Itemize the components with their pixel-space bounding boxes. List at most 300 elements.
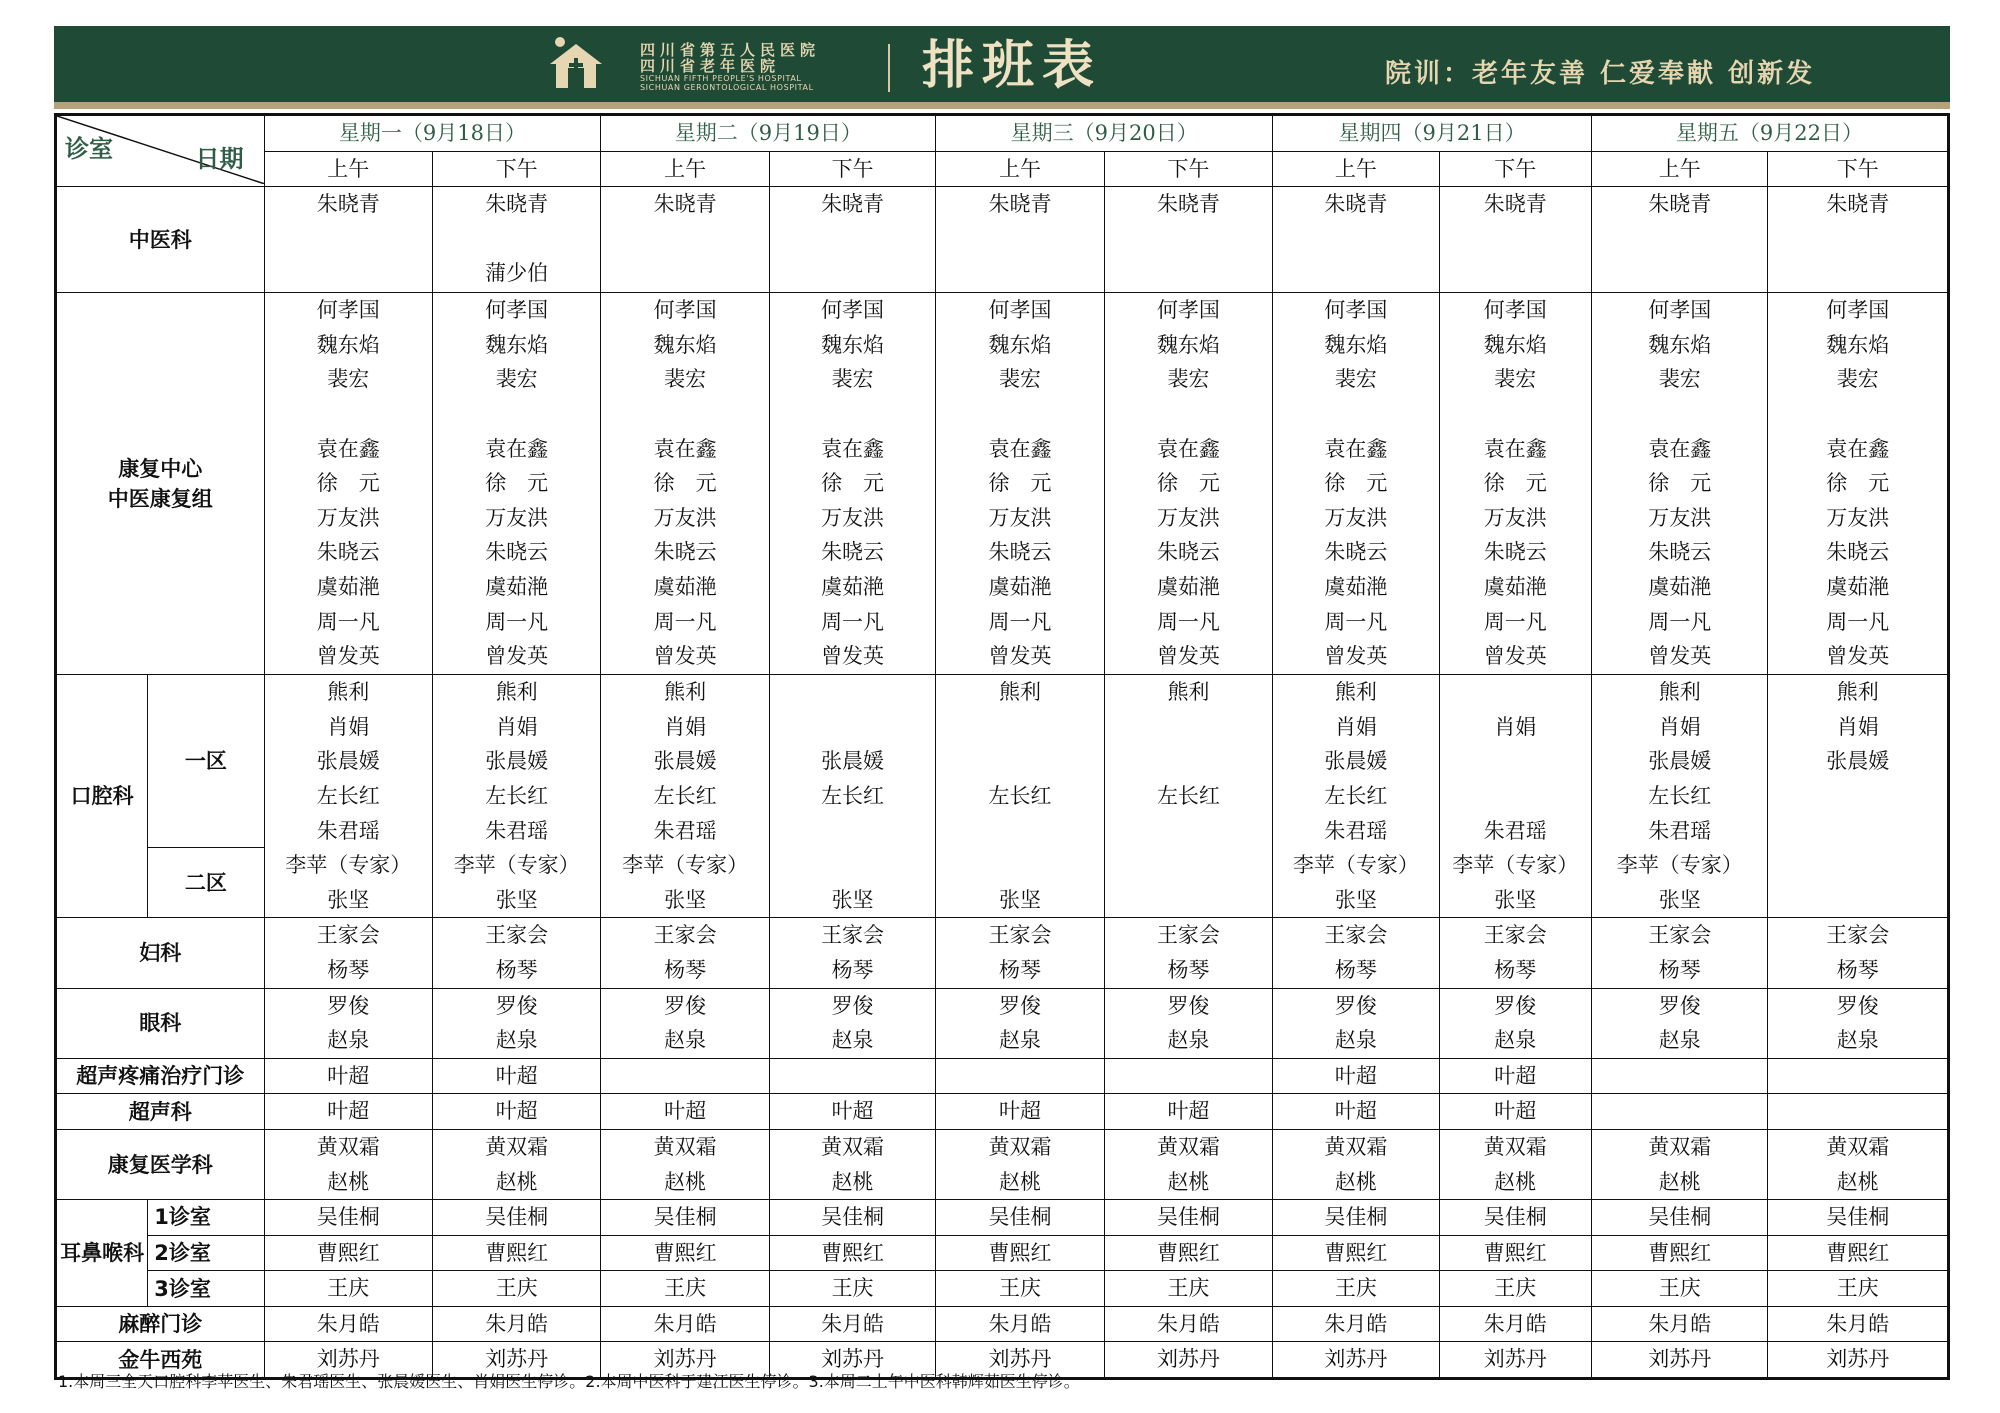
doctor-name [1440,222,1591,257]
ent-row-3 [56,1271,1949,1307]
doctor-name: 杨琴 [1334,957,1377,982]
schedule-cell [601,1200,769,1236]
doctor-name: 张坚 [664,887,707,912]
schedule-cell [936,675,1104,918]
schedule-cell [432,1094,600,1130]
schedule-cell [432,988,600,1058]
schedule-cell [1104,1058,1272,1094]
doctor-name: 朱月皓 [653,1311,717,1336]
doctor-name: 杨琴 [495,957,538,982]
schedule-cell [1591,988,1767,1058]
dept-rehab-tcm-line2: 中医康复组 [107,486,213,511]
doctor-name: 虞茹滟 [316,574,380,599]
doctor-name [1768,397,1947,432]
doctor-name: 叶超 [495,1099,538,1124]
doctor-name: 王家会 [988,923,1052,948]
doctor-name [1768,1094,1947,1129]
doctor-name: 虞茹滟 [988,574,1052,599]
schedule-cell [1273,1271,1439,1307]
doctor-name: 朱晓云 [821,540,885,565]
schedule-cell [936,1271,1104,1307]
doctor-name: 吴佳桐 [653,1205,717,1230]
schedule-cell [1591,1306,1767,1342]
doctor-name: 王庆 [1836,1276,1879,1301]
doctor-name [1440,397,1591,432]
doctor-name: 徐 元 [1483,471,1547,496]
doctor-name: 赵泉 [1334,1028,1377,1053]
doctor-name: 罗俊 [1494,993,1537,1018]
doctor-name: 虞茹滟 [1324,574,1388,599]
doctor-name: 肖娟 [1494,714,1537,739]
doctor-name: 朱晓青 [1324,192,1388,217]
schedule-cell [769,918,935,988]
doctor-name: 曾发英 [1324,644,1388,669]
schedule-cell [1273,918,1439,988]
doctor-name: 叶超 [999,1099,1041,1124]
schedule-cell [1439,1271,1591,1307]
doctor-name: 黄双霜 [988,1134,1052,1159]
doctor-name: 曹熙红 [653,1240,717,1265]
doctor-name [770,256,935,291]
doctor-name [1592,1059,1767,1094]
tcm-row [56,187,1949,293]
schedule-cell [264,1094,432,1130]
dept-jinniu-xiyuan: 金牛西苑 [56,1342,265,1379]
doctor-name: 何孝国 [1483,298,1547,323]
schedule-cell [1439,1129,1591,1199]
doctor-name: 袁在鑫 [653,436,717,461]
doctor-name: 赵泉 [1658,1028,1701,1053]
doctor-name: 周一凡 [1156,609,1220,634]
doctor-name: 左长红 [1324,783,1388,808]
dental-row-zone1 [56,675,1949,848]
am-header: 上午 [601,151,769,187]
schedule-cell [1273,1235,1439,1271]
schedule-cell [432,293,600,675]
doctor-name: 黄双霜 [316,1134,380,1159]
doctor-name: 黄双霜 [1324,1134,1388,1159]
doctor-name: 曹熙红 [821,1240,885,1265]
schedule-cell [1768,1129,1949,1199]
doctor-name: 左长红 [316,783,380,808]
doctor-name: 万友洪 [821,505,885,530]
doctor-name [1105,397,1272,432]
schedule-cell [1439,988,1591,1058]
am-header: 上午 [1591,151,1767,187]
dental-zone-2: 二区 [148,848,264,918]
doctor-name: 张坚 [831,887,874,912]
doctor-name [936,814,1103,849]
doctor-name: 王庆 [327,1276,370,1301]
doctor-name: 朱晓云 [1483,540,1547,565]
doctor-name: 左长红 [988,783,1052,808]
doctor-name: 万友洪 [316,505,380,530]
schedule-cell [936,918,1104,988]
doctor-name: 周一凡 [988,609,1052,634]
hospital-name-cn-2: 四川省老年医院 [640,57,781,75]
doctor-name: 朱晓青 [1826,192,1890,217]
doctor-name: 周一凡 [653,609,717,634]
doctor-name: 魏东焰 [485,332,549,357]
doctor-name: 何孝国 [485,298,549,323]
schedule-cell [432,918,600,988]
doctor-name: 王家会 [1826,923,1890,948]
hospital-name-block [640,42,820,92]
schedule-cell [1104,1306,1272,1342]
doctor-name: 王家会 [1324,923,1388,948]
page-title: 排班表 [922,36,1103,96]
doctor-name: 吴佳桐 [988,1205,1052,1230]
doctor-name: 王庆 [999,1276,1041,1301]
gynecology-row [56,918,1949,988]
doctor-name [1768,256,1947,291]
doctor-name: 熊利 [999,680,1041,705]
doctor-name: 何孝国 [1648,298,1712,323]
schedule-cell [1273,1129,1439,1199]
doctor-name: 赵桃 [1167,1169,1210,1194]
doctor-name [770,814,935,849]
doctor-name: 刘苏丹 [1156,1347,1220,1372]
doctor-name: 曹熙红 [988,1240,1052,1265]
doctor-name: 朱月皓 [1156,1311,1220,1336]
doctor-name: 魏东焰 [1648,332,1712,357]
doctor-name: 徐 元 [1324,471,1388,496]
day-header: 星期四（9月21日） [1273,115,1592,152]
doctor-name: 万友洪 [653,505,717,530]
doctor-name [1768,814,1947,849]
doctor-name: 蒲少伯 [485,261,549,286]
doctor-name: 吴佳桐 [1324,1205,1388,1230]
schedule-cell [1273,187,1439,293]
schedule-cell [1273,293,1439,675]
doctor-name: 李苹（专家） [1452,853,1579,878]
pm-header: 下午 [1104,151,1272,187]
doctor-name: 杨琴 [327,957,370,982]
doctor-name: 赵桃 [664,1169,707,1194]
schedule-cell [1439,1342,1591,1379]
schedule-cell [1591,675,1767,918]
doctor-name [1105,710,1272,745]
doctor-name [433,222,600,257]
schedule-cell [1104,293,1272,675]
schedule-cell [1273,1342,1439,1379]
doctor-name: 张晨媛 [821,749,885,774]
schedule-cell [1439,1306,1591,1342]
doctor-name: 吴佳桐 [1648,1205,1712,1230]
ent-room-label: 3诊室 [148,1271,264,1307]
half-day-header-row [56,151,1949,187]
doctor-name: 裴宏 [999,367,1041,392]
doctor-name: 杨琴 [1494,957,1537,982]
schedule-cell [601,1235,769,1271]
doctor-name: 杨琴 [664,957,707,982]
doctor-name: 朱晓云 [485,540,549,565]
doctor-name [1440,675,1591,710]
doctor-name: 朱晓青 [988,192,1052,217]
doctor-name: 虞茹滟 [653,574,717,599]
dept-tcm: 中医科 [56,187,265,293]
doctor-name [265,256,432,291]
dept-rehab-tcm [56,293,265,675]
doctor-name: 黄双霜 [653,1134,717,1159]
doctor-name: 朱晓云 [988,540,1052,565]
doctor-name: 罗俊 [999,993,1041,1018]
doctor-name [936,222,1103,257]
schedule-cell [936,1306,1104,1342]
doctor-name: 何孝国 [1156,298,1220,323]
doctor-name: 朱晓青 [485,192,549,217]
schedule-cell [769,1129,935,1199]
doctor-name: 万友洪 [988,505,1052,530]
doctor-name: 裴宏 [1167,367,1210,392]
doctor-name [601,397,768,432]
ultrasound-pain-clinic-row [56,1058,1949,1094]
schedule-cell [1273,675,1439,918]
doctor-name: 王家会 [316,923,380,948]
schedule-cell [1768,1200,1949,1236]
schedule-cell [1591,293,1767,675]
doctor-name: 周一凡 [1483,609,1547,634]
pm-header: 下午 [1768,151,1949,187]
doctor-name: 王家会 [1648,923,1712,948]
day-header: 星期五（9月22日） [1591,115,1948,152]
doctor-name: 赵泉 [1167,1028,1210,1053]
doctor-name: 赵桃 [1836,1169,1879,1194]
schedule-cell [1273,988,1439,1058]
doctor-name: 杨琴 [1658,957,1701,982]
doctor-name [601,1059,768,1094]
doctor-name: 吴佳桐 [1826,1205,1890,1230]
schedule-cell [432,1200,600,1236]
doctor-name: 张坚 [999,887,1041,912]
doctor-name: 朱晓青 [316,192,380,217]
doctor-name [1105,1059,1272,1094]
schedule-cell [769,1094,935,1130]
ent-room-label: 1诊室 [148,1200,264,1236]
doctor-name: 左长红 [1648,783,1712,808]
dept-ent: 耳鼻喉科 [56,1200,148,1307]
doctor-name: 左长红 [653,783,717,808]
doctor-name: 叶超 [1494,1063,1537,1088]
doctor-name: 刘苏丹 [988,1347,1052,1372]
doctor-name: 朱晓青 [1156,192,1220,217]
doctor-name: 赵泉 [1494,1028,1537,1053]
doctor-name [1440,779,1591,814]
doctor-name: 朱晓青 [821,192,885,217]
doctor-name: 周一凡 [1826,609,1890,634]
am-header: 上午 [1273,151,1439,187]
doctor-name: 曾发英 [1648,644,1712,669]
doctor-name: 张晨媛 [316,749,380,774]
doctor-name: 徐 元 [1648,471,1712,496]
schedule-cell [1104,187,1272,293]
doctor-name: 赵泉 [664,1028,707,1053]
schedule-cell [1768,1306,1949,1342]
schedule-cell [1104,1129,1272,1199]
schedule-cell [1768,1058,1949,1094]
doctor-name: 赵泉 [831,1028,874,1053]
doctor-name: 黄双霜 [1156,1134,1220,1159]
pm-header: 下午 [432,151,600,187]
schedule-cell [264,1271,432,1307]
doctor-name: 张坚 [1658,887,1701,912]
doctor-name: 朱晓云 [1648,540,1712,565]
doctor-name: 裴宏 [327,367,370,392]
doctor-name: 徐 元 [653,471,717,496]
schedule-cell [1273,1306,1439,1342]
doctor-name: 罗俊 [1658,993,1701,1018]
doctor-name: 朱晓云 [1156,540,1220,565]
doctor-name: 虞茹滟 [1483,574,1547,599]
doctor-name: 刘苏丹 [1483,1347,1547,1372]
anesthesia-clinic-row [56,1306,1949,1342]
doctor-name: 张坚 [1494,887,1537,912]
schedule-cell [1439,1235,1591,1271]
doctor-name [1768,222,1947,257]
doctor-name: 李苹（专家） [453,853,580,878]
doctor-name: 袁在鑫 [1826,436,1890,461]
doctor-name: 罗俊 [327,993,370,1018]
doctor-name: 王庆 [1494,1276,1537,1301]
doctor-name: 周一凡 [316,609,380,634]
doctor-name [1440,256,1591,291]
doctor-name: 叶超 [1494,1099,1537,1124]
doctor-name: 朱月皓 [485,1311,549,1336]
schedule-cell [1591,1200,1767,1236]
doctor-name: 朱晓云 [316,540,380,565]
schedule-cell [601,187,769,293]
doctor-name: 赵桃 [831,1169,874,1194]
doctor-name [1768,1059,1947,1094]
doctor-name: 赵泉 [999,1028,1041,1053]
doctor-name: 王家会 [821,923,885,948]
am-header: 上午 [936,151,1104,187]
doctor-name: 万友洪 [1648,505,1712,530]
pm-header: 下午 [769,151,935,187]
doctor-name: 肖娟 [1836,714,1879,739]
doctor-name: 朱君瑶 [1483,818,1547,843]
schedule-cell [601,1058,769,1094]
doctor-name: 叶超 [327,1063,370,1088]
doctor-name: 朱君瑶 [1648,818,1712,843]
doctor-name: 袁在鑫 [1156,436,1220,461]
doctor-name: 曾发英 [821,644,885,669]
doctor-name: 肖娟 [664,714,707,739]
schedule-cell [1768,1235,1949,1271]
doctor-name [770,1059,935,1094]
day-header: 星期二（9月19日） [601,115,936,152]
schedule-cell [432,675,600,918]
doctor-name: 魏东焰 [1324,332,1388,357]
schedule-cell [264,918,432,988]
hospital-motto: 院训：老年友善 仁爱奉献 创新发 [1385,59,1816,89]
schedule-cell [1104,988,1272,1058]
doctor-name [1273,397,1438,432]
doctor-name: 魏东焰 [316,332,380,357]
doctor-name: 魏东焰 [653,332,717,357]
doctor-name: 赵桃 [1494,1169,1537,1194]
schedule-cell [1591,1094,1767,1130]
doctor-name: 张坚 [1334,887,1377,912]
doctor-name: 杨琴 [1836,957,1879,982]
doctor-name: 赵泉 [1836,1028,1879,1053]
doctor-name [770,710,935,745]
doctor-name: 朱月皓 [316,1311,380,1336]
schedule-cell [601,1271,769,1307]
dept-ultrasound: 超声科 [56,1094,265,1130]
hospital-name-cn-1: 四川省第五人民医院 [640,41,821,59]
doctor-name: 叶超 [831,1099,874,1124]
schedule-cell [769,1058,935,1094]
doctor-name: 何孝国 [1826,298,1890,323]
doctor-name: 叶超 [664,1099,707,1124]
schedule-cell [1439,293,1591,675]
doctor-name [936,1059,1103,1094]
doctor-name: 何孝国 [653,298,717,323]
dental-zone-1: 一区 [148,675,264,848]
doctor-name [770,222,935,257]
doctor-name [1592,256,1767,291]
doctor-name: 裴宏 [495,367,538,392]
doctor-name: 曹熙红 [1156,1240,1220,1265]
doctor-name: 王庆 [664,1276,707,1301]
doctor-name [1105,222,1272,257]
ent-row-1 [56,1200,1949,1236]
doctor-name [1105,256,1272,291]
schedule-cell [264,293,432,675]
doctor-name [1105,744,1272,779]
doctor-name: 曹熙红 [1483,1240,1547,1265]
doctor-name: 曾发英 [988,644,1052,669]
schedule-cell [1439,675,1591,918]
doctor-name: 袁在鑫 [988,436,1052,461]
doctor-name: 吴佳桐 [316,1205,380,1230]
doctor-name: 徐 元 [988,471,1052,496]
doctor-name: 李苹（专家） [1292,853,1419,878]
dept-dental: 口腔科 [56,675,148,918]
doctor-name: 黄双霜 [821,1134,885,1159]
doctor-name: 曾发英 [485,644,549,669]
doctor-name: 周一凡 [1648,609,1712,634]
doctor-name: 曹熙红 [1324,1240,1388,1265]
doctor-name: 黄双霜 [1648,1134,1712,1159]
schedule-cell [1591,918,1767,988]
dept-rehab-medicine: 康复医学科 [56,1129,265,1199]
doctor-name: 魏东焰 [1156,332,1220,357]
doctor-name: 杨琴 [1167,957,1210,982]
dept-ultrasound-pain-clinic: 超声疼痛治疗门诊 [56,1058,265,1094]
schedule-cell [1768,675,1949,918]
schedule-cell [936,1129,1104,1199]
doctor-name: 杨琴 [831,957,874,982]
doctor-name: 裴宏 [831,367,874,392]
doctor-name: 赵桃 [999,1169,1041,1194]
doctor-name: 黄双霜 [1483,1134,1547,1159]
doctor-name: 张晨媛 [1826,749,1890,774]
schedule-cell [1591,1271,1767,1307]
hospital-name-en-2: SICHUAN GERONTOLOGICAL HOSPITAL [640,83,814,92]
doctor-name: 左长红 [821,783,885,808]
doctor-name: 肖娟 [1334,714,1377,739]
doctor-name: 何孝国 [988,298,1052,323]
doctor-name: 万友洪 [1826,505,1890,530]
schedule-cell [1768,988,1949,1058]
doctor-name [601,256,768,291]
doctor-name: 肖娟 [495,714,538,739]
doctor-name: 虞茹滟 [1826,574,1890,599]
hospital-logo-icon [546,34,606,92]
hospital-name-en-1: SICHUAN FIFTH PEOPLE'S HOSPITAL [640,74,802,83]
